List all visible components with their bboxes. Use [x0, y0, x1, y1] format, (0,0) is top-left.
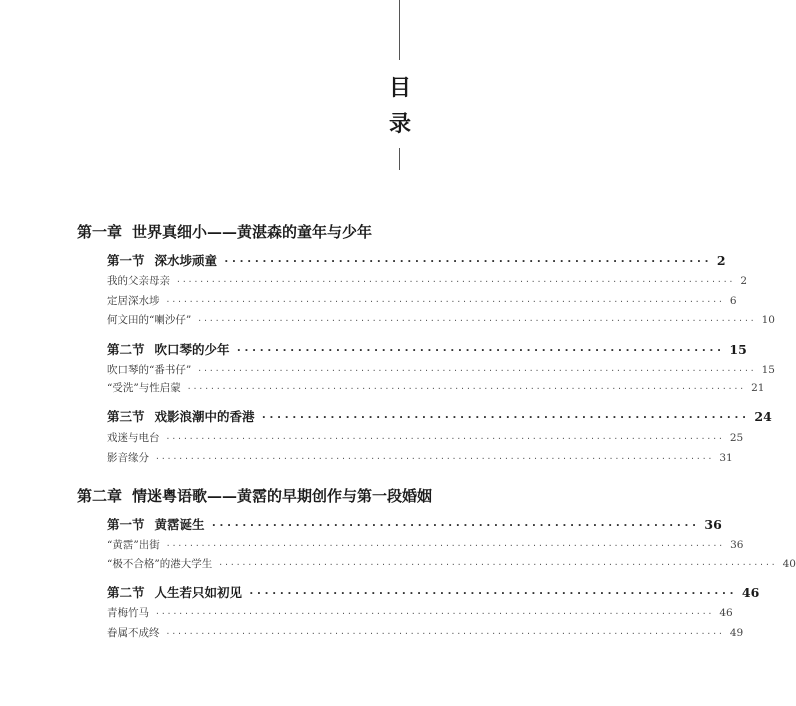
chapter-2-heading[interactable] — [77, 485, 440, 506]
subsection-entry[interactable] — [107, 556, 796, 571]
page-number: 2 — [740, 275, 748, 287]
section-entry[interactable] — [107, 583, 760, 601]
section-entry[interactable] — [107, 407, 772, 425]
page-number: 24 — [754, 409, 772, 424]
leader-dots: ································································································ — [165, 629, 724, 638]
subsection-entry[interactable] — [107, 380, 765, 395]
leader-dots: ································································································ — [197, 316, 756, 325]
page-number: 15 — [729, 342, 747, 357]
section-title: 吹口琴的少年 — [154, 342, 230, 357]
page-number: 6 — [729, 295, 737, 307]
subsection-title: 我的父亲母亲 — [107, 275, 170, 287]
leader-dots: ································································································ — [165, 434, 724, 443]
page-number: 21 — [751, 382, 765, 394]
section-number: 第二节 — [107, 342, 145, 357]
section-entry[interactable] — [107, 251, 726, 269]
leader-dots: ································································································ — [165, 541, 725, 550]
page-number: 10 — [761, 314, 775, 326]
subsection-title: 影音缘分 — [107, 452, 149, 464]
subsection-title: “受洗”与性启蒙 — [107, 382, 181, 394]
subsection-entry[interactable] — [107, 450, 733, 465]
section-title: 戏影浪潮中的香港 — [154, 409, 255, 424]
page-number: 40 — [782, 558, 796, 570]
leader-dots: ································································ — [223, 255, 711, 268]
subsection-entry[interactable] — [107, 273, 748, 288]
page-number: 31 — [719, 452, 733, 464]
page-number: 25 — [729, 432, 744, 444]
leader-dots: ································································ — [235, 344, 724, 357]
section-entry[interactable] — [107, 340, 747, 358]
section-number: 第二节 — [107, 585, 145, 600]
subsection-entry[interactable] — [107, 362, 775, 377]
leader-dots: ································································································ — [186, 384, 746, 393]
subsection-entry[interactable] — [107, 293, 737, 308]
subsection-entry[interactable] — [107, 605, 733, 620]
leader-dots: ································································ — [248, 587, 736, 600]
subsection-title: 青梅竹马 — [107, 607, 149, 619]
leader-dots: ································································································ — [197, 366, 756, 375]
leader-dots: ································································································ — [218, 560, 777, 569]
subsection-title: “黄霑”出街 — [107, 539, 160, 551]
leader-dots: ································································································ — [165, 297, 724, 306]
leader-dots: ································································ — [260, 411, 749, 424]
section-number: 第一节 — [107, 517, 145, 532]
chapter-1-heading[interactable] — [77, 221, 440, 242]
subsection-title: “极不合格”的港大学生 — [107, 558, 213, 570]
section-number: 第一节 — [107, 253, 145, 268]
page-number: 2 — [716, 253, 726, 268]
subsection-title: 何文田的“喇沙仔” — [107, 314, 192, 326]
subsection-entry[interactable] — [107, 312, 775, 327]
subsection-title: 眷属不成终 — [107, 627, 160, 639]
subsection-entry[interactable] — [107, 625, 744, 640]
leader-dots: ································································ — [210, 519, 699, 532]
chapter-title: 情迷粤语歌——黄霑的早期创作与第一段婚姻 — [132, 487, 433, 505]
chapter-number: 第一章 — [77, 223, 123, 241]
chapter-title: 世界真细小——黄湛森的童年与少年 — [132, 223, 373, 241]
page-number: 49 — [729, 627, 744, 639]
section-title: 黄霑诞生 — [154, 517, 205, 532]
chapter-number: 第二章 — [77, 487, 123, 505]
leader-dots: ································································································ — [176, 277, 735, 286]
section-number: 第三节 — [107, 409, 145, 424]
page-number: 36 — [730, 539, 744, 551]
leader-dots: ································································································ — [155, 609, 714, 618]
page-number: 46 — [719, 607, 733, 619]
leader-dots: ································································································ — [155, 454, 714, 463]
subsection-entry[interactable] — [107, 430, 744, 445]
section-entry[interactable] — [107, 515, 722, 533]
page-number: 46 — [741, 585, 760, 600]
heading-char-2: 录 — [388, 112, 411, 137]
subsection-title: 定居深水埗 — [107, 295, 160, 307]
section-title: 深水埗顽童 — [154, 253, 218, 268]
subsection-entry[interactable] — [107, 537, 744, 552]
subsection-title: 戏迷与电台 — [107, 432, 160, 444]
page-number: 15 — [761, 364, 775, 376]
section-title: 人生若只如初见 — [154, 585, 243, 600]
subsection-title: 吹口琴的“番书仔” — [107, 364, 192, 376]
heading-char-1: 目 — [388, 76, 411, 101]
page-number: 36 — [704, 517, 722, 532]
